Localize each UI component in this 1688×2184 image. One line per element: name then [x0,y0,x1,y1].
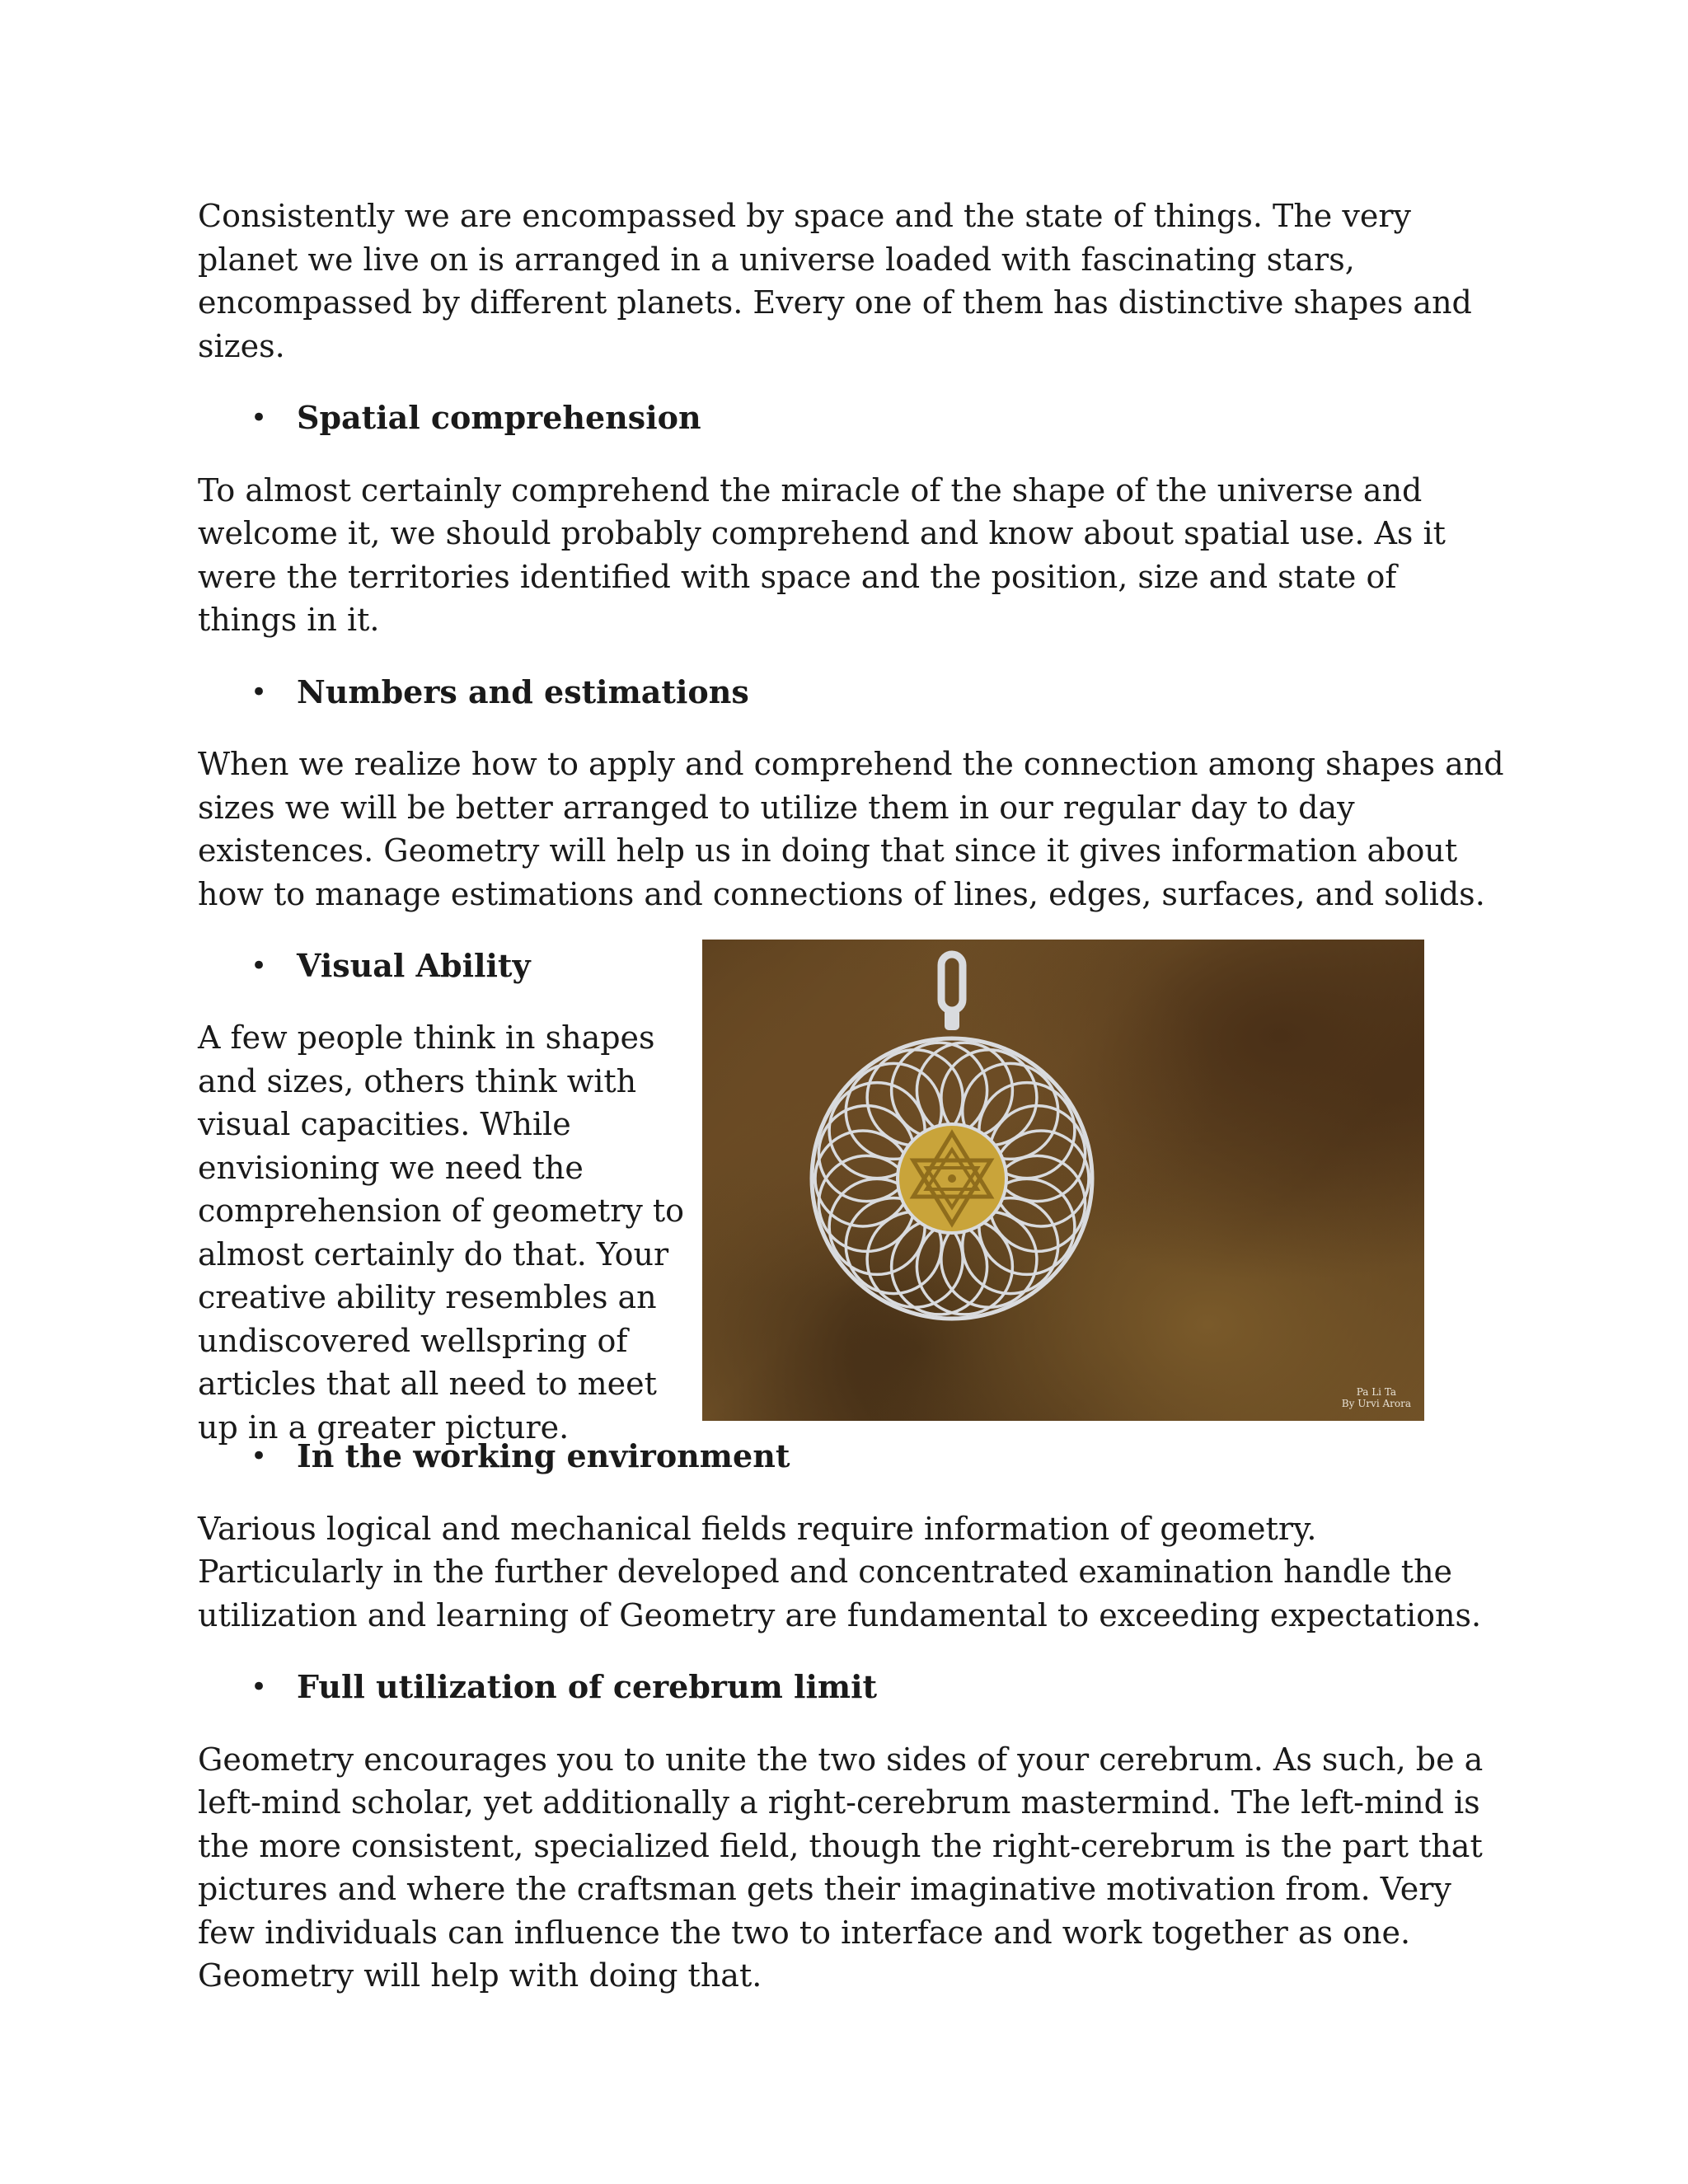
section-heading: Numbers and estimations [297,673,749,710]
section-heading: Spatial comprehension [297,399,701,436]
paragraph-numbers-estimations: When we realize how to apply and comprehend the connection among shapes and sizes we will be better arranged to utilize them in our regular day to day existences. Geometry will help us in doing that since it gives information about how to manage estimations and connections of lines, edges, surfaces, and solids. [198,746,1504,912]
section-heading: Visual Ability [297,947,531,984]
bullet-icon: • [251,401,268,434]
bullet-icon: • [251,949,268,982]
bullet-icon: • [251,1440,268,1473]
heading-spatial-comprehension [198,396,1504,440]
sri-yantra-pendant-illustration [702,940,1424,1421]
document-content [198,194,1504,1998]
bullet-icon: • [251,1671,268,1704]
pendant-photo [702,940,1424,1421]
pendant-graphic [812,954,1092,1319]
visual-ability-block [198,944,1504,1446]
paragraph-cerebrum-limit: Geometry encourages you to unite the two sides of your cerebrum. As such, be a left-mind scholar, yet additionally a right-cerebrum mastermind. The left-mind is the more consistent, specialized field, though the right-cerebrum is the part that pictures and where the craftsman gets their imaginative motivation from. Very few individuals can influence the two to interface and work together as one. Geometry will help with doing that. [198,1741,1484,1994]
section-heading: Full utilization of cerebrum limit [297,1668,878,1705]
paragraph-working-environment: Various logical and mechanical fields require information of geometry. Particularly in the further developed and concentrated examination handle the utilization and learning of Geometry are fundamental to exceeding expectations. [198,1510,1482,1633]
yantra-bindu [948,1174,956,1183]
intro-paragraph: Consistently we are encompassed by space and the state of things. The very planet we live on is arranged in a universe loaded with fascinating stars, encompassed by different planets. Every one of them has distinctive shapes and sizes. [198,198,1472,364]
photo-credit [1342,1386,1411,1409]
paragraph-spatial-comprehension: To almost certainly comprehend the miracle of the shape of the universe and welcome it, we should probably comprehend and know about spatial use. As it were the territories identified with space and the position, size and state of things in it. [198,471,1446,638]
photo-credit-author: By Urvi Arora [1341,1398,1411,1409]
heading-numbers-estimations [198,671,1504,715]
heading-cerebrum-limit [198,1666,1504,1709]
section-heading: In the working environment [297,1437,790,1474]
bullet-icon: • [251,675,268,709]
pendant-bail-link [945,1009,959,1030]
pendant-bail [941,954,963,1010]
paragraph-visual-ability: A few people think in shapes and sizes, others think with visual capacities. While envisioning we need the comprehension of geometry to almost certainly do that. Your creative ability resembles an undiscovered wellspring of articles that all need to meet up in a greater picture. [198,1019,685,1446]
photo-credit-title: Pa Li Ta [1356,1386,1397,1398]
heading-working-environment [198,1435,1504,1479]
